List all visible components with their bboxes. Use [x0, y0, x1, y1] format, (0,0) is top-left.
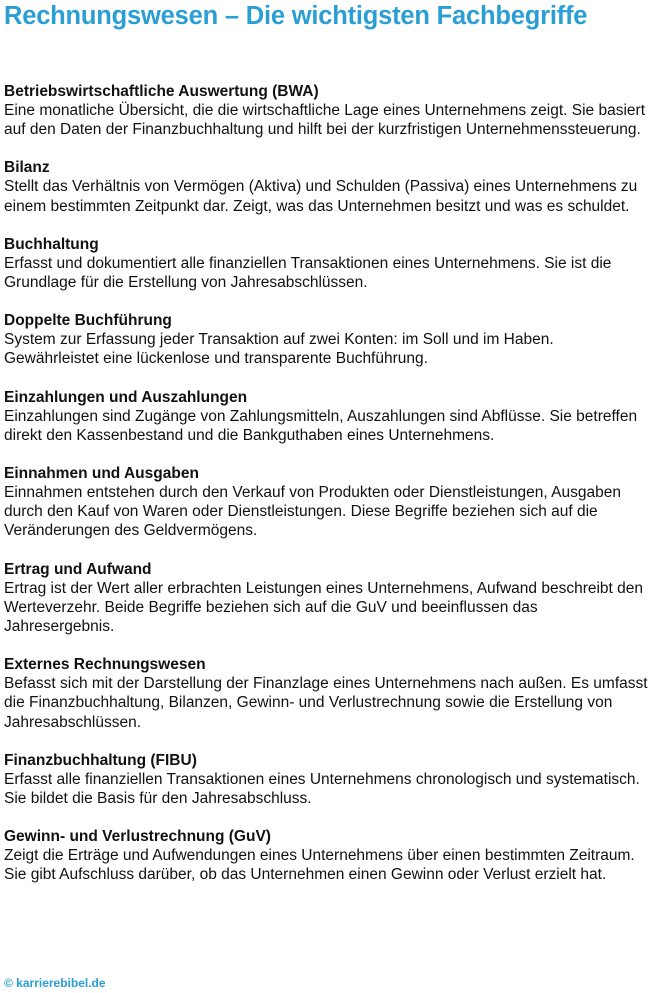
entry-definition: Einnahmen entstehen durch den Verkauf von Produkten oder Dienstleistungen, Ausgaben durch den Kauf von Waren oder Dienstleistungen. Diese Begriffe beziehen sich auf die Veränderungen des Geldvermögens.	[4, 484, 621, 540]
entry-definition: Erfasst alle finanziellen Transaktionen eines Unternehmens chronologisch und systematisch. Sie bildet die Basis für den Jahresabschluss.	[4, 770, 640, 808]
entry-definition: Erfasst und dokumentiert alle finanziellen Transaktionen eines Unternehmens. Sie ist die Grundlage für die Erstellung von Jahresabschlüssen.	[4, 254, 612, 292]
entry-definition: Eine monatliche Übersicht, die die wirtschaftliche Lage eines Unternehmens zeigt. Sie basiert auf den Daten der Finanzbuchhaltung und hilft bei der kurzfristigen Unternehmenssteuerung.	[4, 102, 646, 139]
entry-term: Finanzbuchhaltung (FIBU)	[4, 751, 197, 769]
entry-definition: Zeigt die Erträge und Aufwendungen eines Unternehmens über einen bestimmten Zeitraum. Sie gibt Aufschluss darüber, ob das Unternehmen einen Gewinn oder Verlust erzielt hat.	[4, 847, 635, 884]
entry-term: Einzahlungen und Auszahlungen	[4, 388, 248, 406]
entry-term: Betriebswirtschaftliche Auswertung (BWA)	[4, 83, 319, 100]
entry-definition: Befasst sich mit der Darstellung der Finanzlage eines Unternehmens nach außen. Es umfasst die Finanzbuchhaltung, Bilanzen, Gewinn- und Verlustrechnung sowie die Erstellung von Jahresabschlüssen.	[4, 675, 648, 731]
glossary-entry-ertrag	[4, 560, 648, 637]
entry-definition: System zur Erfassung jeder Transaktion auf zwei Konten: im Soll und im Haben. Gewährleistet eine lückenlose und transparente Buchführung.	[4, 331, 554, 368]
entry-definition: Ertrag ist der Wert aller erbrachten Leistungen eines Unternehmens, Aufwand beschreibt den Werteverzehr. Beide Begriffe beziehen sich auf die GuV und beeinflussen das Jahresergebnis.	[4, 579, 644, 636]
copyright-footer: © karrierebibel.de	[4, 976, 106, 990]
glossary-entry-doppelte-buchfuehrung	[4, 311, 648, 368]
glossary-entry-buchhaltung	[4, 235, 648, 292]
glossary-entry-bilanz	[4, 158, 648, 215]
page-title: Rechnungswesen – Die wichtigsten Fachbegriffe	[4, 2, 588, 30]
entry-definition: Stellt das Verhältnis von Vermögen (Aktiva) und Schulden (Passiva) eines Unternehmens zu einem bestimmten Zeitpunkt dar. Zeigt, was das Unternehmen besitzt und was es schuldet.	[4, 178, 638, 215]
entry-term: Gewinn- und Verlustrechnung (GuV)	[4, 828, 271, 846]
entry-term: Doppelte Buchführung	[4, 312, 172, 330]
glossary-list	[4, 82, 648, 904]
entry-term: Externes Rechnungswesen	[4, 656, 206, 674]
glossary-entry-einzahlungen	[4, 388, 648, 445]
glossary-entry-guv	[4, 827, 648, 884]
entry-term: Buchhaltung	[4, 235, 99, 253]
entry-term: Bilanz	[4, 159, 50, 177]
entry-term: Einnahmen und Ausgaben	[4, 465, 199, 483]
entry-definition: Einzahlungen sind Zugänge von Zahlungsmitteln, Auszahlungen sind Abflüsse. Sie betreffen direkt den Kassenbestand und die Bankguthaben eines Unternehmens.	[4, 407, 638, 444]
glossary-entry-einnahmen	[4, 464, 648, 541]
glossary-entry-bwa	[4, 82, 648, 139]
glossary-entry-externes-rechnungswesen	[4, 655, 648, 732]
glossary-entry-fibu	[4, 751, 648, 808]
entry-term: Ertrag und Aufwand	[4, 560, 152, 578]
